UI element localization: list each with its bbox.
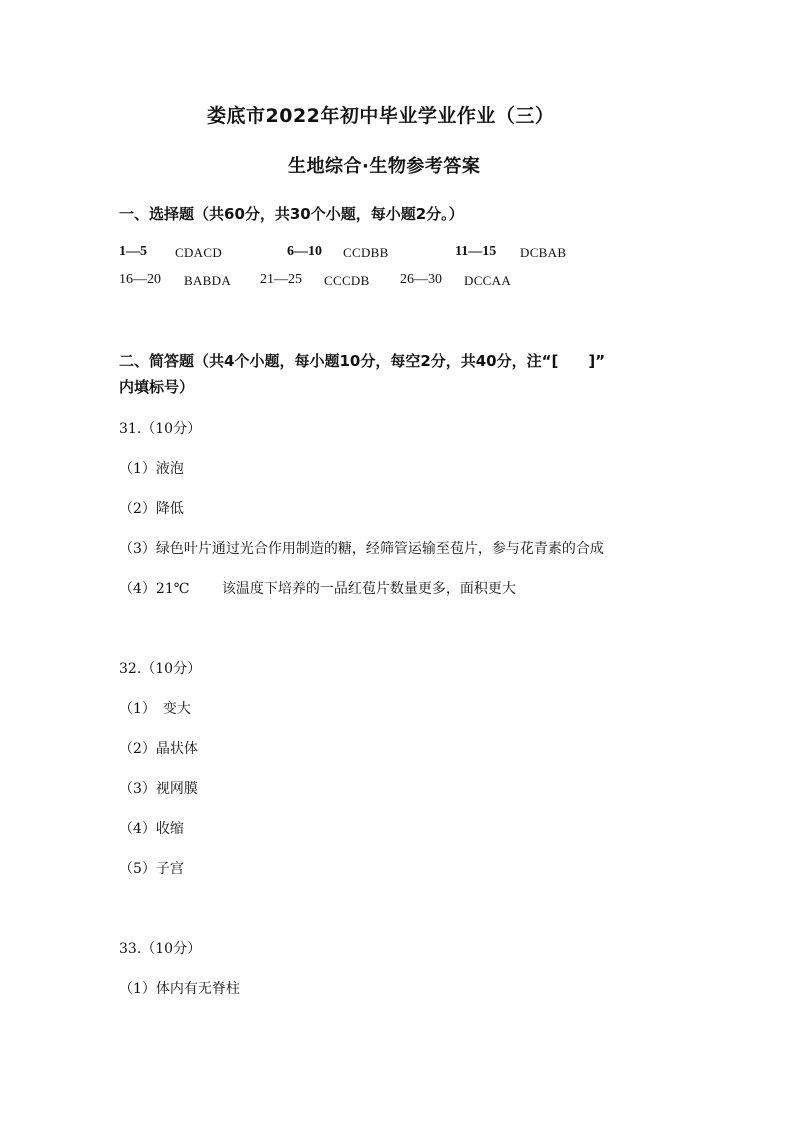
answer-key: DCBAB bbox=[520, 245, 567, 260]
q32-answer: （3）视网膜 bbox=[119, 781, 198, 797]
section2-heading: 二、简答题（共4个小题，每小题10分，每空2分，共40分，注“[ ]” bbox=[119, 352, 606, 370]
q32-answer: （2）晶状体 bbox=[119, 741, 198, 757]
q31-answer: （3）绿色叶片通过光合作用制造的糖，经筛管运输至苞片，参与花青素的合成 bbox=[119, 541, 604, 557]
range-label: 1—5 bbox=[119, 244, 147, 259]
q31-answer: （1）液泡 bbox=[119, 461, 184, 477]
question-33-label: 33.（10分） bbox=[119, 941, 202, 957]
answer-key: CDACD bbox=[175, 245, 223, 260]
q32-answer: （4）收缩 bbox=[119, 821, 184, 837]
q32-answer: （5）子宫 bbox=[119, 861, 184, 877]
range-label: 26—30 bbox=[400, 272, 442, 287]
q32-answer: （1） 变大 bbox=[119, 701, 191, 717]
answer-key: CCCDB bbox=[324, 273, 370, 288]
q31-answer: （2）降低 bbox=[119, 501, 184, 517]
question-31-label: 31.（10分） bbox=[119, 421, 202, 437]
section2-heading-cont: 内填标号） bbox=[119, 378, 195, 396]
answer-key: CCDBB bbox=[343, 245, 389, 260]
document-title: 娄底市2022年初中毕业学业作业（三） bbox=[207, 105, 555, 127]
question-32-label: 32.（10分） bbox=[119, 661, 202, 677]
answer-key: BABDA bbox=[184, 273, 232, 288]
range-label: 6—10 bbox=[287, 244, 322, 259]
document-subtitle: 生地综合·生物参考答案 bbox=[288, 156, 481, 177]
section1-heading: 一、选择题（共60分，共30个小题，每小题2分。） bbox=[119, 205, 464, 223]
answer-key: DCCAA bbox=[464, 273, 512, 288]
range-label: 16—20 bbox=[119, 272, 161, 287]
q31-answer: （4）21℃ 该温度下培养的一品红苞片数量更多，面积更大 bbox=[119, 581, 516, 597]
q33-answer: （1）体内有无脊柱 bbox=[119, 981, 240, 997]
range-label: 11—15 bbox=[455, 244, 497, 259]
range-label: 21—25 bbox=[260, 272, 302, 287]
